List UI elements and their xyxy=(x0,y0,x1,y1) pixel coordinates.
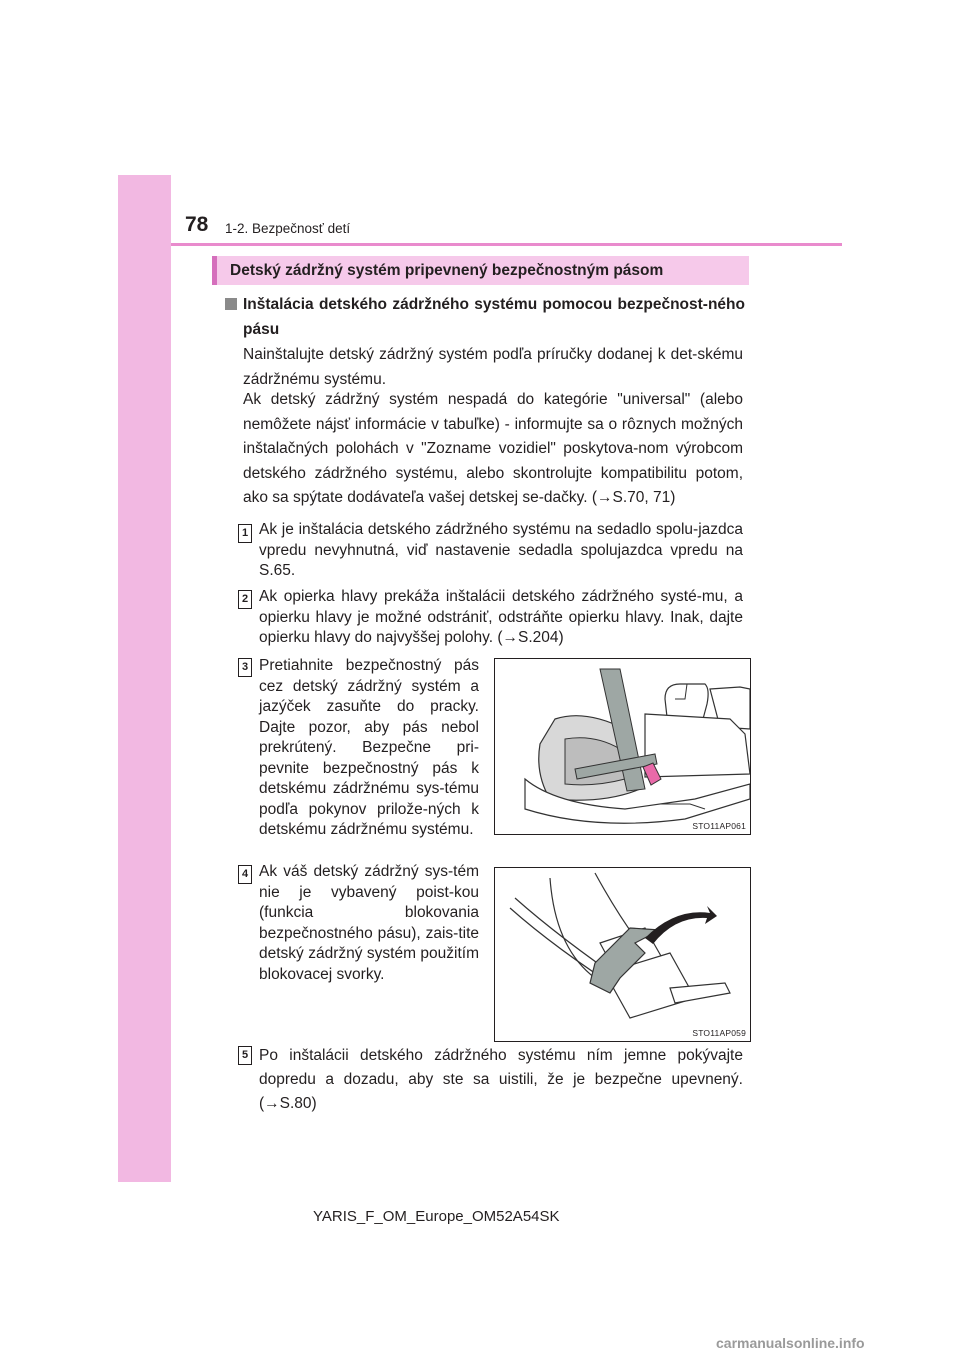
step-text-4: Ak váš detský zádržný sys-tém nie je vybavený poist-kou (funkcia blokovania bezpečnostného pásu), zais-tite detský zádržný systém použitím blokovacej svorky. xyxy=(259,863,479,983)
step-number-4: 4 xyxy=(238,865,252,884)
paragraph-2: Ak detský zádržný systém nespadá do kategórie "universal" (alebo nemôžete nájsť informácie v tabuľke) - informujte sa o rôznych možných inštalačných polohách v "Zozname vozidiel" poskytova-nom výrobcom detského zádržného systému, alebo skontrolujte kompatibilitu potom, ako sa spýtate dodávateľa vašej detskej se-dačky. (→S.70, 71) xyxy=(243,391,743,506)
figure-child-seat xyxy=(494,658,751,835)
step-number-2: 2 xyxy=(238,590,252,609)
bullet-square xyxy=(225,298,237,310)
sub-heading xyxy=(225,293,745,342)
step-number-1: 1 xyxy=(238,524,252,543)
box-title: Detský zádržný systém pripevnený bezpečnostným pásom xyxy=(212,256,749,285)
step-text-3: Pretiahnite bezpečnostný pás cez detský zádržný systém a jazýček zasuňte do pracky. Dajte pozor, aby pás nebol prekrútený. Bezpečne pri-pevnite bezpečnostný pás k detskému zádržnému sys-tému podľa pokynov prilože-ných k detskému zádržnému systému. xyxy=(259,657,479,838)
sub-heading-text: Inštalácia detského zádržného systému pomocou bezpečnost-ného pásu xyxy=(243,296,745,338)
step-text-1: Ak je inštalácia detského zádržného systému na sedadlo spolu-jazdca vpredu nevyhnutná, viď nastavenie sedadla spolujazdca vpredu na S.65. xyxy=(259,521,743,579)
page-number: 78 xyxy=(185,213,209,236)
figure-locking-clip xyxy=(494,867,751,1042)
section-title: 1-2. Bezpečnosť detí xyxy=(225,221,351,236)
step-number-5: 5 xyxy=(238,1046,252,1065)
figure-label-1: STO11AP061 xyxy=(692,821,746,831)
step-text-5: Po inštalácii detského zádržného systému ním jemne pokývajte dopredu a dozadu, aby ste sa uistili, že je bezpečne upevnený. (→S.80) xyxy=(259,1047,743,1112)
step-text-2: Ak opierka hlavy prekáža inštalácii detského zádržného systé-mu, a opierku hlavy je možné odstrániť, odstráňte opierku hlavy. Inak, dajte opierku hlavy do najvyššej polohy. (→S.204) xyxy=(259,588,743,646)
footer-code: YARIS_F_OM_Europe_OM52A54SK xyxy=(313,1208,560,1225)
child-seat-illustration xyxy=(495,659,750,834)
paragraph-1: Nainštalujte detský zádržný systém podľa príručky dodanej k det-skému zádržnému systému. xyxy=(243,346,743,388)
step-number-3: 3 xyxy=(238,658,252,677)
sidebar-tab xyxy=(118,175,171,1182)
locking-clip-illustration xyxy=(495,868,750,1041)
watermark: carmanualsonline.info xyxy=(716,1335,865,1351)
header-rule xyxy=(171,243,842,246)
figure-label-2: STO11AP059 xyxy=(692,1028,746,1038)
